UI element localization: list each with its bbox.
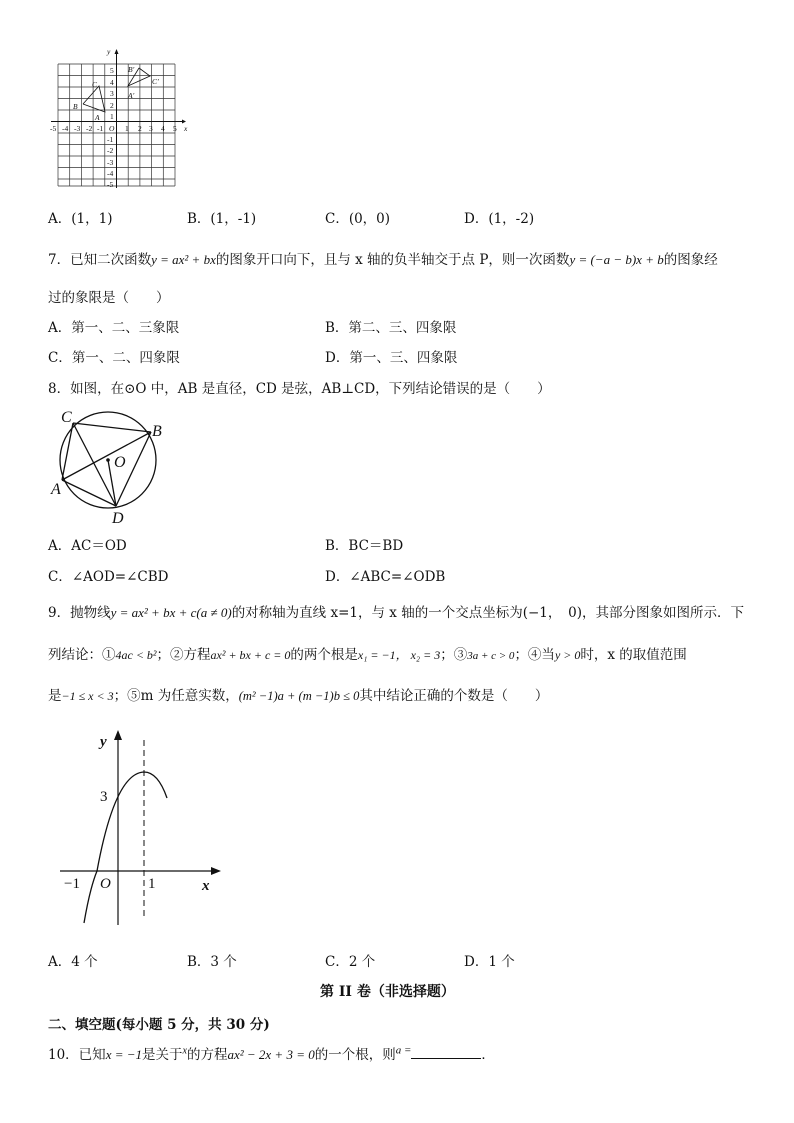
tick-x-5: 5 <box>173 124 177 133</box>
q9-x-label: x <box>202 878 210 894</box>
q8-option-c: C．∠AOD=∠CBD <box>48 569 169 585</box>
q10-equation: ax² − 2x + 3 = 0 <box>227 1047 315 1062</box>
q6-grid-figure <box>48 46 193 191</box>
q9-text-h: 时，x 的取值范围 <box>580 647 687 663</box>
q9-text-g: ；④当 <box>514 647 555 663</box>
q6-option-c: C．(0，0) <box>325 211 391 227</box>
q9-parabola-expr: y = ax² + bx + c(a ≠ 0) <box>110 605 232 620</box>
q9-option-a: A．4 个 <box>48 954 98 970</box>
q10-var-x: x <box>182 1045 187 1057</box>
q9-stem-line2 <box>48 643 687 663</box>
point-B-prime: B' <box>128 65 135 74</box>
point-A-prime: A' <box>128 91 135 100</box>
tick-x--2: -2 <box>86 124 93 133</box>
q6-option-a: A．(1，1) <box>48 211 113 227</box>
q9-y-label: y <box>100 734 107 750</box>
q7-stem-line2: 过的象限是（ ） <box>48 290 170 306</box>
section-title: 第 II 卷（非选择题） <box>320 984 455 1000</box>
q10-answer-blank[interactable] <box>411 1046 481 1059</box>
tick-x--1: -1 <box>97 124 104 133</box>
q7-quadratic-expr: y = ax² + bx <box>151 252 216 267</box>
q6-option-b: B．(1，-1) <box>187 211 257 227</box>
point-O-label: O <box>114 454 126 471</box>
point-B: B <box>73 102 78 111</box>
q8-option-b: B．BC＝BD <box>325 538 404 554</box>
x-axis-label: x <box>184 124 188 133</box>
q8-stem: 8．如图，在⊙O 中，AB 是直径，CD 是弦，AB⊥CD，下列结论错误的是（ ） <box>48 381 551 397</box>
q9-option-d: D．1 个 <box>464 954 515 970</box>
q9-text-f: ；③ <box>440 647 468 663</box>
point-B-label: B <box>152 423 162 440</box>
tick-x-4: 4 <box>161 124 165 133</box>
tick-y-4: 4 <box>110 78 114 87</box>
q7-option-a: A．第一、二、三象限 <box>48 320 180 336</box>
q7-text-c: 的图象经 <box>663 252 718 268</box>
q9-text-c: 列结论：① <box>48 647 116 663</box>
tick-y--4: -4 <box>107 169 114 178</box>
tick-x--3: -3 <box>74 124 81 133</box>
q9-conclusion-2: ax² + bx + c = 0 <box>210 648 291 662</box>
tick-x-3: 3 <box>149 124 153 133</box>
point-A: A <box>95 113 100 122</box>
point-D-label: D <box>112 510 124 527</box>
tick-y-2: 2 <box>110 101 114 110</box>
q9-text-e: 的两个根是 <box>290 647 358 663</box>
q7-option-c: C．第一、二、四象限 <box>48 350 180 366</box>
q9-text-d: ；②方程 <box>156 647 211 663</box>
tick-x-1: 1 <box>125 124 129 133</box>
q9-x-tick-1: 1 <box>148 876 156 892</box>
q9-text-i: 是 <box>48 688 62 704</box>
q9-y-tick-3: 3 <box>100 789 108 805</box>
tick-y--1: -1 <box>107 135 114 144</box>
q7-text-b: 的图象开口向下，且与 x 轴的负半轴交于点 P，则一次函数 <box>215 252 570 268</box>
q7-option-d: D．第一、三、四象限 <box>325 350 458 366</box>
tick-y-1: 1 <box>110 112 114 121</box>
tick-y-5: 5 <box>110 66 114 75</box>
q10-root-expr: x = −1 <box>105 1047 143 1062</box>
q9-stem-line3 <box>48 684 548 704</box>
q9-conclusion-4: y > 0 <box>554 648 581 662</box>
q10-a-equals: a = <box>395 1044 412 1057</box>
q9-option-c: C．2 个 <box>325 954 376 970</box>
point-C-prime: C' <box>152 77 159 86</box>
tick-x-2: 2 <box>138 124 142 133</box>
tick-y--5: -5 <box>107 180 114 189</box>
origin-label: O <box>109 124 115 133</box>
q9-text-a: 9．抛物线 <box>48 605 111 621</box>
q9-stem-line1 <box>48 601 744 621</box>
q10-text-c: 的方程 <box>186 1047 228 1063</box>
q10-stem <box>48 1043 495 1063</box>
q8-option-a: A．AC＝OD <box>48 538 127 554</box>
q9-conclusion-3: 3a + c > 0 <box>467 650 515 662</box>
q9-range: −1 ≤ x < 3 <box>61 689 114 703</box>
q9-conclusion-5: (m² −1)a + (m −1)b ≤ 0 <box>238 689 360 703</box>
tick-y--3: -3 <box>107 158 114 167</box>
q7-linear-expr: y = (−a − b)x + b <box>569 252 664 267</box>
y-axis-label: y <box>107 47 111 56</box>
q9-conclusion-1: 4ac < b² <box>115 648 157 662</box>
tick-y-3: 3 <box>110 89 114 98</box>
tick-x--5: -5 <box>50 124 57 133</box>
part2-heading: 二、填空题(每小题 5 分，共 30 分) <box>48 1017 270 1033</box>
q9-origin: O <box>100 876 111 892</box>
tick-y--2: -2 <box>107 146 114 155</box>
q8-circle-figure <box>46 405 176 527</box>
q9-roots: x₁ = −1， x₂ = 3 <box>357 648 441 662</box>
q10-text-d: 的一个根，则 <box>314 1047 396 1063</box>
point-C: C <box>92 80 98 89</box>
q9-option-b: B．3 个 <box>187 954 237 970</box>
q10-end: ． <box>481 1047 495 1063</box>
q7-text-a: 7．已知二次函数 <box>48 252 152 268</box>
q9-x-tick-neg1: −1 <box>64 876 80 892</box>
q9-text-j: ；⑤m 为任意实数， <box>113 688 239 704</box>
q7-option-b: B．第二、三、四象限 <box>325 320 457 336</box>
q6-option-d: D．(1，-2) <box>464 211 535 227</box>
point-C-label: C <box>61 409 72 426</box>
point-A-label: A <box>51 481 61 498</box>
q10-text-b: 是关于 <box>142 1047 183 1063</box>
q7-stem-line1 <box>48 248 718 268</box>
q9-text-k: 其中结论正确的个数是（ ） <box>359 688 549 704</box>
q10-text-a: 10．已知 <box>48 1047 106 1063</box>
q9-text-b: 的对称轴为直线 x=1，与 x 轴的一个交点坐标为(−1， 0)，其部分图象如图所示．下 <box>231 605 744 621</box>
tick-x--4: -4 <box>62 124 69 133</box>
q9-parabola-graph <box>55 728 235 928</box>
q8-option-d: D．∠ABC=∠ODB <box>325 569 446 585</box>
